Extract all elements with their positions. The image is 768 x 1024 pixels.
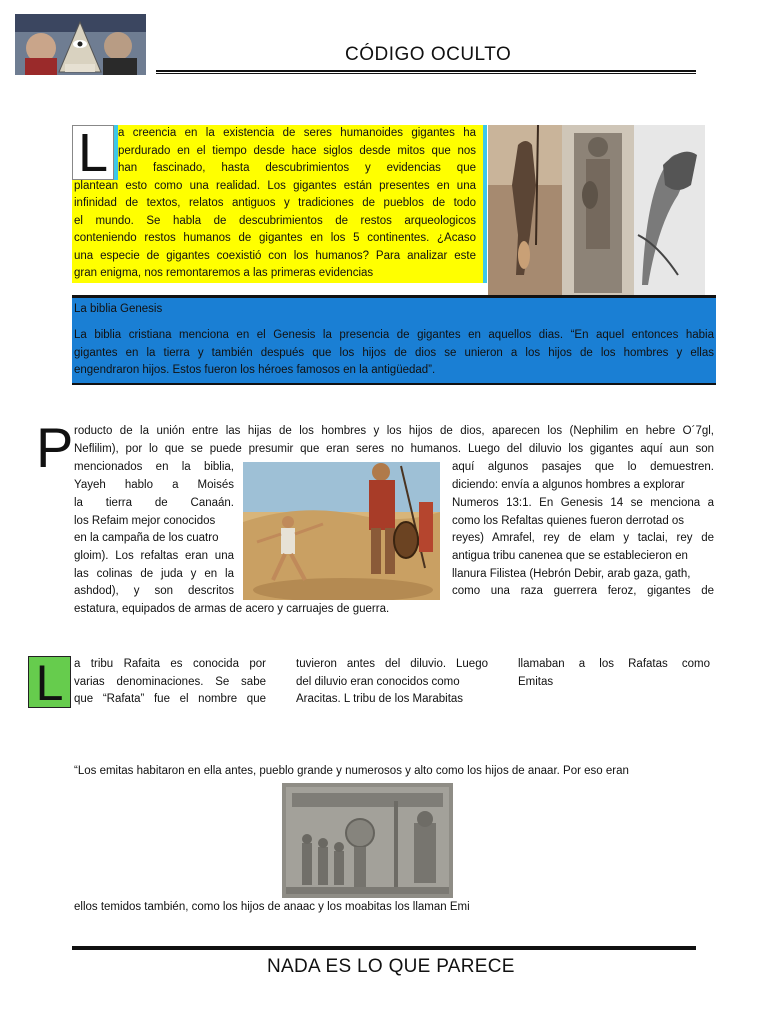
rafaita-col2-line-3: Aracitas. L tribu de los Marabitas — [296, 693, 464, 705]
genesis-line-2: gigantes en la tierra y también después que los hijos de dios se unieron a los hijos de los hombres y ellas — [74, 347, 714, 359]
intro-line-8: una especie de gigantes coexistió con los humanos? Para analizar este — [74, 249, 476, 262]
intro-accent-bar — [483, 125, 487, 283]
intro-line-4: plantean esto como una realidad. Los gigantes están presentes en una — [74, 179, 476, 192]
intro-line-2: perdurado en el tiempo desde hace siglos desde mitos que nos — [118, 144, 476, 157]
nephilim-right-6: antigua tribu canenea que se establecieron en — [452, 550, 688, 562]
intro-line-1: a creencia en la existencia de seres humanoides gigantes ha — [118, 127, 476, 139]
rafaita-col1-line-2: varias denominaciones. Se sabe — [74, 676, 266, 688]
nephilim-left-3: la tierra de Canaán. — [74, 497, 234, 509]
nephilim-right-1: aquí algunos pasajes que lo demuestren. — [452, 461, 714, 473]
footer-divider — [72, 946, 696, 950]
header-divider — [156, 70, 696, 74]
footer-title: NADA ES LO QUE PARECE — [267, 956, 515, 977]
nephilim-right-8: como una raza guerrera feroz, gigantes de — [452, 585, 714, 597]
emitas-quote-line-1: “Los emitas habitaron en ella antes, pueblo grande y numerosos y alto como los hijos de anaar. Por eso eran — [74, 765, 629, 777]
header-logo-image — [15, 14, 146, 75]
nephilim-right-7: llanura Filistea (Hebrón Debir, arab gaza, gath, — [452, 568, 691, 580]
nephilim-right-5: reyes) Amrafel, rey de elam y taclai, rey de — [452, 532, 714, 544]
intro-line-9: gran enigma, nos remontaremos a las primeras evidencias — [74, 267, 374, 279]
nephilim-left-7: las colinas de juda y en la — [74, 568, 234, 580]
genesis-line-3: engendraron hijos. Estos fueron los héroes famosos en la antigüedad”. — [74, 364, 436, 376]
nephilim-right-2: diciendo: envía a algunos hombres a explorar — [452, 479, 685, 491]
rafaita-col1-line-1: a tribu Rafaita es conocida por — [74, 658, 266, 670]
intro-line-7: conteniendo restos humanos de gigantes en los 5 continentes. ¿Acaso — [74, 232, 476, 244]
nephilim-right-4: como los Refaltas quienes fueron derrotad os — [452, 515, 685, 527]
rafaita-col2-line-2: del diluvio eran conocidos como — [296, 676, 460, 688]
nephilim-right-3: Numeros 13:1. En Genesis 14 se menciona a — [452, 497, 714, 509]
rafaita-dropcap: L — [28, 656, 71, 708]
nephilim-left-5: en la campaña de los cuatro — [74, 532, 219, 544]
nephilim-left-2: Yayeh hablo a Moisés — [74, 479, 234, 491]
intro-dropcap: L — [72, 125, 114, 180]
header-title: CÓDIGO OCULTO — [345, 44, 512, 65]
nephilim-dropcap: P — [36, 416, 74, 479]
nephilim-left-4: los Refaim mejor conocidos — [74, 515, 216, 527]
goliath-illustration-image — [243, 462, 440, 600]
nephilim-line-1: roducto de la unión entre las hijas de los hombres y los hijos de dios, aparecen los (Nephilim en hebre O´7gl, — [74, 425, 714, 437]
stone-relief-image — [282, 783, 453, 898]
intro-line-5: infinidad de textos, relatos antiguos y tradiciones de pueblos de todo — [74, 197, 476, 209]
rafaita-col3-line-2: Emitas — [518, 676, 554, 688]
nephilim-left-8: ashdod), y son descritos — [74, 585, 234, 597]
emitas-quote-line-2: ellos temidos también, como los hijos de anaac y los moabitas los llaman Emi — [74, 901, 470, 913]
genesis-heading: La biblia Genesis — [74, 303, 163, 315]
rafaita-col2-line-1: tuvieron antes del diluvio. Luego — [296, 658, 488, 670]
rafaita-col3-line-1: llamaban a los Rafatas como — [518, 658, 710, 670]
genesis-bottom-rule — [72, 383, 716, 385]
rafaita-col1-line-3: que “Rafata” fue el nombre que — [74, 693, 266, 705]
nephilim-line-2: Neflilim), por lo que se puede presumir que eran seres no humanos. Luego del diluvio los gigantes aquí aun son — [74, 443, 714, 455]
nephilim-left-6: gloim). Los refaltas eran una — [74, 550, 234, 562]
nephilim-last-line: estatura, equipados de armas de acero y carruajes de guerra. — [74, 603, 390, 615]
intro-line-6: el mundo. Se habla de descubrimientos de restos arqueologicos — [74, 214, 476, 227]
genesis-line-1: La biblia cristiana menciona en el Genesis la presencia de gigantes en aquellos dias. “En aquel entonces habia — [74, 329, 714, 341]
giants-collage-image — [488, 125, 705, 295]
nephilim-left-1: mencionados en la biblia, — [74, 461, 234, 473]
intro-line-3: han fascinado, hasta descubrimientos y evidencias que — [118, 162, 476, 174]
